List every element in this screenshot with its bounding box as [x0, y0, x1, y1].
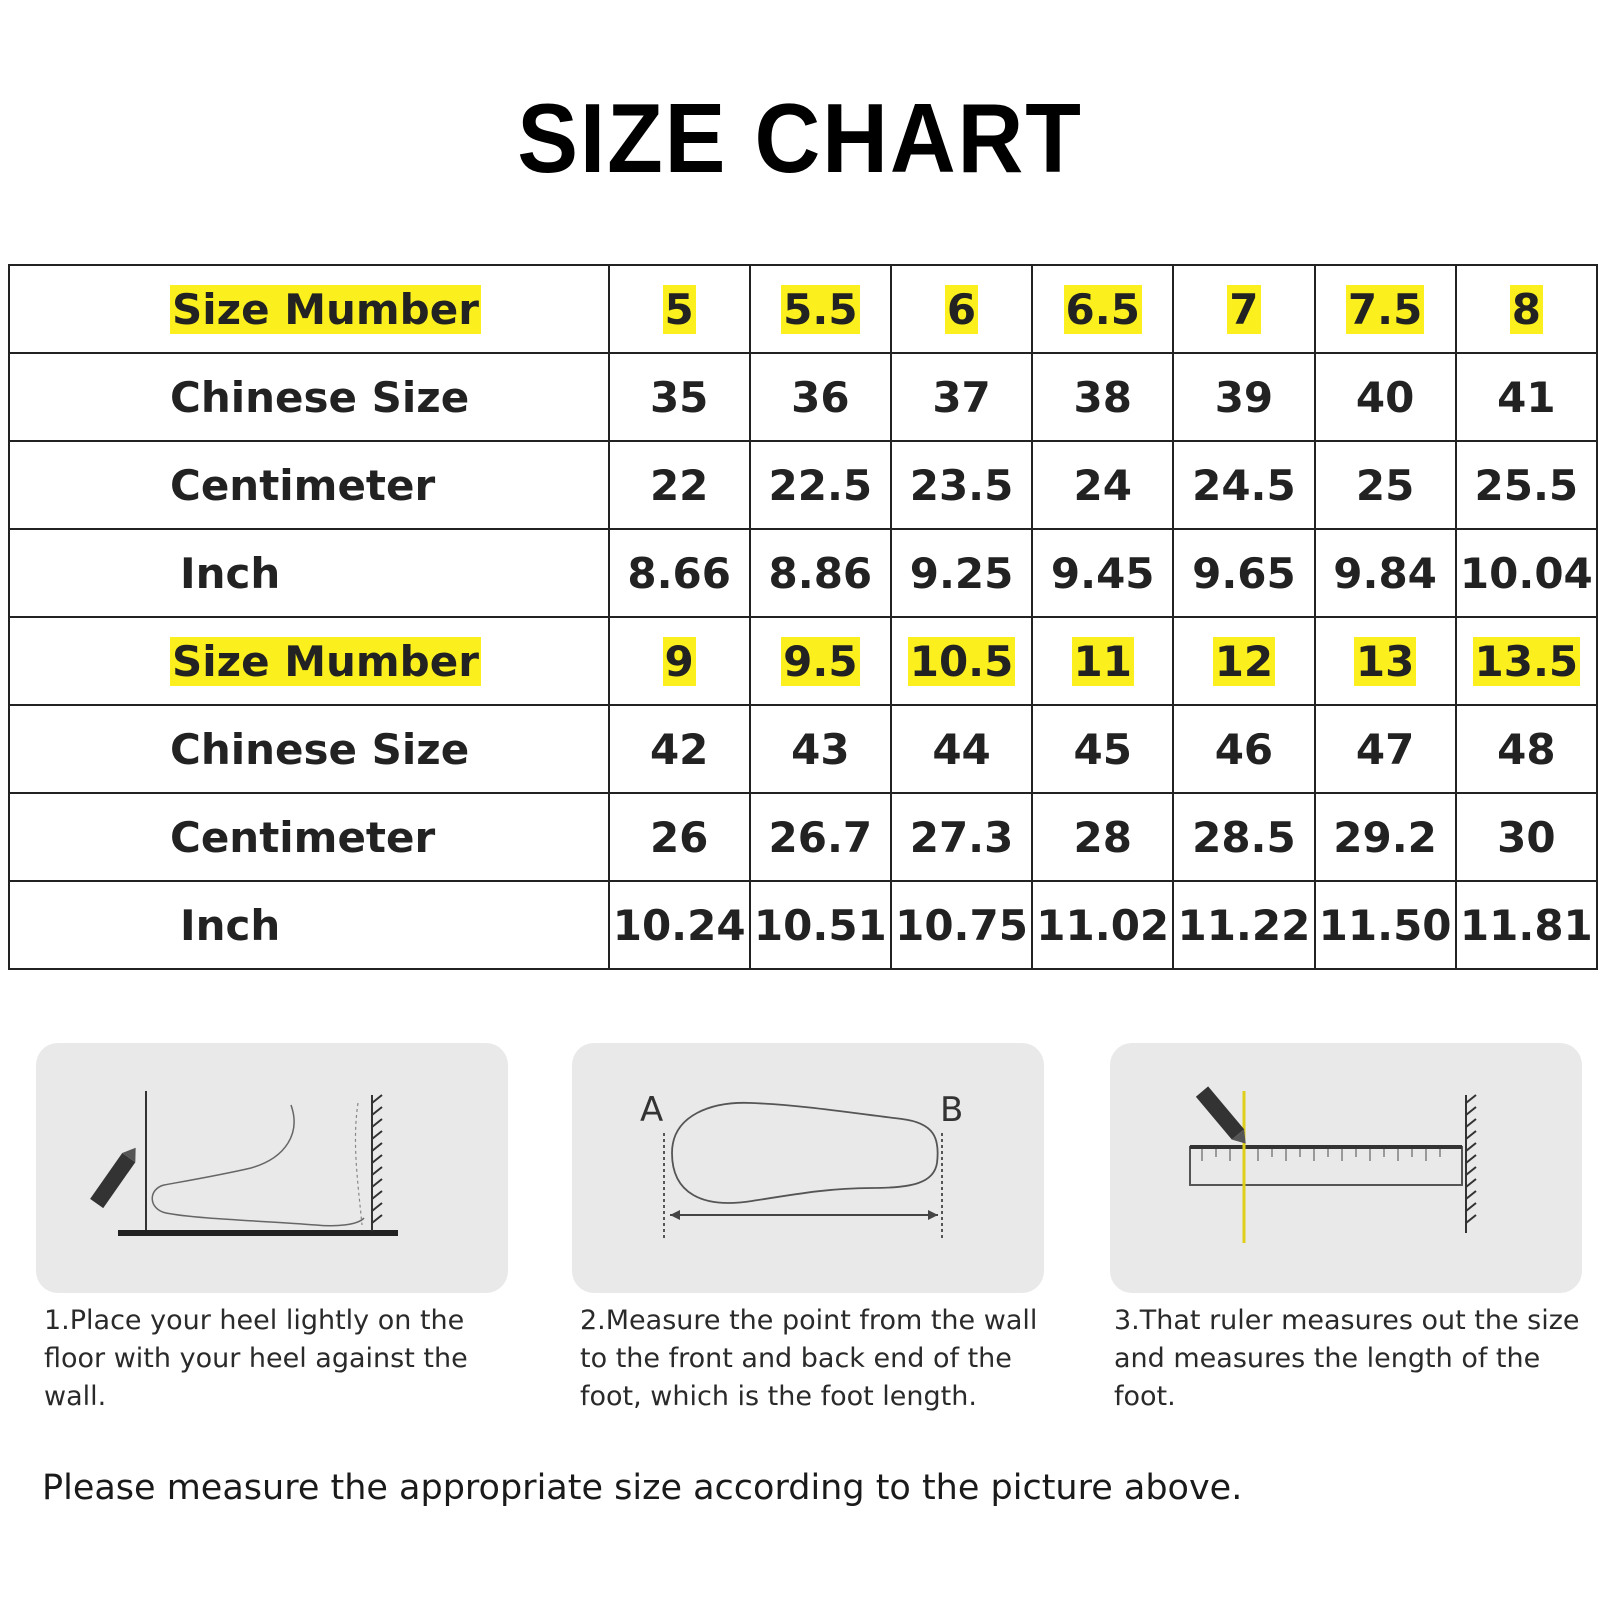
step-1-illustration	[36, 1043, 508, 1293]
table-cell	[609, 881, 750, 969]
point-b-label: B	[940, 1090, 964, 1130]
cell-value: 24.5	[1192, 460, 1296, 510]
table-cell	[1173, 793, 1314, 881]
table-cell	[609, 617, 750, 705]
row-label-text: Size Mumber	[172, 284, 479, 334]
table-cell	[1456, 265, 1597, 353]
cell-value: 27.3	[909, 812, 1014, 862]
cell-value: 13.5	[1474, 636, 1579, 686]
cell-value: 12	[1214, 636, 1274, 686]
cell-value: 5.5	[783, 284, 858, 334]
cell-value: 30	[1497, 812, 1556, 862]
table-cell	[1173, 529, 1314, 617]
cell-value: 43	[791, 724, 850, 774]
page-title: SIZE CHART	[517, 83, 1083, 193]
table-row	[9, 793, 1597, 881]
table-cell	[750, 617, 891, 705]
table-cell	[750, 265, 891, 353]
step-2-caption: 2.Measure the point from the wall to the front and back end of the foot, which is the foot length.	[580, 1305, 1038, 1412]
table-cell	[1315, 617, 1456, 705]
cell-value: 35	[649, 372, 709, 422]
step-2-illustration	[572, 1043, 1044, 1293]
table-cell	[1315, 705, 1456, 793]
table-cell	[1032, 265, 1173, 353]
table-cell	[1173, 441, 1314, 529]
table-cell	[891, 353, 1032, 441]
table-row	[9, 353, 1597, 441]
cell-value: 9.45	[1050, 548, 1155, 598]
cell-value: 47	[1355, 724, 1415, 774]
cell-value: 46	[1214, 724, 1274, 774]
row-label	[9, 353, 609, 441]
row-label-text: Chinese Size	[170, 724, 470, 774]
cell-value: 25.5	[1474, 460, 1579, 510]
cell-value: 9	[664, 636, 694, 686]
table-cell	[1456, 793, 1597, 881]
table-cell	[1173, 353, 1314, 441]
row-label	[9, 529, 609, 617]
row-label	[9, 793, 609, 881]
table-cell	[609, 441, 750, 529]
table-cell	[1315, 265, 1456, 353]
cell-value: 44	[932, 724, 991, 774]
table-row	[9, 705, 1597, 793]
table-cell	[750, 441, 891, 529]
table-cell	[1032, 881, 1173, 969]
cell-value: 11.81	[1459, 900, 1593, 950]
cell-value: 48	[1497, 724, 1556, 774]
cell-value: 24	[1073, 460, 1132, 510]
cell-value: 5	[664, 284, 694, 334]
row-label	[9, 617, 609, 705]
table-cell	[891, 265, 1032, 353]
table-cell	[1032, 353, 1173, 441]
cell-value: 42	[649, 724, 709, 774]
cell-value: 10.51	[753, 900, 887, 950]
cell-value: 29.2	[1333, 812, 1437, 862]
table-cell	[750, 705, 891, 793]
cell-value: 6	[946, 284, 977, 334]
table-cell	[609, 529, 750, 617]
cell-value: 11.50	[1318, 900, 1452, 950]
cell-value: 11.02	[1036, 900, 1170, 950]
table-cell	[1032, 793, 1173, 881]
cell-value: 22	[649, 460, 709, 510]
row-label-text: Inch	[180, 900, 281, 950]
cell-value: 10.04	[1459, 548, 1593, 598]
cell-value: 10.75	[895, 900, 1028, 950]
row-label-text: Centimeter	[170, 812, 436, 862]
table-cell	[1456, 353, 1597, 441]
cell-value: 9.65	[1192, 548, 1296, 598]
table-cell	[891, 617, 1032, 705]
row-label-text: Inch	[180, 548, 281, 598]
table-cell	[609, 705, 750, 793]
cell-value: 10.5	[909, 636, 1014, 686]
table-cell	[1173, 705, 1314, 793]
table-cell	[1456, 529, 1597, 617]
cell-value: 6.5	[1065, 284, 1140, 334]
table-row	[9, 617, 1597, 705]
table-cell	[1456, 705, 1597, 793]
cell-value: 26.7	[768, 812, 873, 862]
table-cell	[891, 441, 1032, 529]
cell-value: 8	[1511, 284, 1541, 334]
cell-value: 8.66	[627, 548, 731, 598]
step-1-caption: 1.Place your heel lightly on the floor with your heel against the wall.	[44, 1305, 468, 1412]
cell-value: 37	[932, 372, 991, 422]
cell-value: 13	[1355, 636, 1415, 686]
table-row	[9, 441, 1597, 529]
cell-value: 28.5	[1192, 812, 1296, 862]
cell-value: 38	[1073, 372, 1132, 422]
table-cell	[1173, 617, 1314, 705]
table-cell	[750, 881, 891, 969]
cell-value: 7.5	[1347, 284, 1423, 334]
table-cell	[1173, 265, 1314, 353]
table-cell	[750, 353, 891, 441]
row-label	[9, 705, 609, 793]
table-cell	[1315, 529, 1456, 617]
table-cell	[1173, 881, 1314, 969]
row-label-text: Size Mumber	[172, 636, 479, 686]
cell-value: 28	[1073, 812, 1132, 862]
table-cell	[609, 265, 750, 353]
size-chart-table	[8, 264, 1598, 970]
cell-value: 11.22	[1177, 900, 1311, 950]
row-label	[9, 441, 609, 529]
table-cell	[609, 353, 750, 441]
table-cell	[891, 881, 1032, 969]
row-label	[9, 881, 609, 969]
cell-value: 8.86	[768, 548, 873, 598]
cell-value: 22.5	[768, 460, 873, 510]
cell-value: 9.25	[909, 548, 1014, 598]
table-row	[9, 265, 1597, 353]
table-cell	[1456, 441, 1597, 529]
ruler-measurement-icon	[1110, 1043, 1582, 1293]
point-a-label: A	[640, 1090, 664, 1130]
table-cell	[1032, 529, 1173, 617]
pencil-foot-wall-icon	[36, 1043, 508, 1293]
table-cell	[891, 529, 1032, 617]
cell-value: 11	[1073, 636, 1132, 686]
table-cell	[1315, 793, 1456, 881]
cell-value: 23.5	[909, 460, 1014, 510]
table-cell	[1032, 617, 1173, 705]
cell-value: 45	[1073, 724, 1132, 774]
table-cell	[1315, 353, 1456, 441]
cell-value: 9.84	[1333, 548, 1437, 598]
table-cell	[891, 705, 1032, 793]
step-3-illustration	[1110, 1043, 1582, 1293]
cell-value: 41	[1497, 372, 1556, 422]
table-cell	[1456, 617, 1597, 705]
row-label-text: Chinese Size	[170, 372, 470, 422]
table-row	[9, 881, 1597, 969]
cell-value: 40	[1355, 372, 1415, 422]
table-cell	[891, 793, 1032, 881]
cell-value: 26	[649, 812, 709, 862]
cell-value: 25	[1355, 460, 1415, 510]
row-label-text: Centimeter	[170, 460, 436, 510]
cell-value: 36	[791, 372, 850, 422]
table-cell	[1032, 441, 1173, 529]
row-label	[9, 265, 609, 353]
table-cell	[1315, 441, 1456, 529]
cell-value: 7	[1229, 284, 1259, 334]
footer-instruction: Please measure the appropriate size according to the picture above.	[42, 1468, 1243, 1508]
cell-value: 39	[1214, 372, 1274, 422]
table-cell	[1315, 881, 1456, 969]
step-3-caption: 3.That ruler measures out the size and measures the length of the foot.	[1114, 1305, 1580, 1412]
cell-value: 9.5	[783, 636, 858, 686]
table-cell	[1032, 705, 1173, 793]
table-cell	[1456, 881, 1597, 969]
table-cell	[609, 793, 750, 881]
table-row	[9, 529, 1597, 617]
table-cell	[750, 529, 891, 617]
table-cell	[750, 793, 891, 881]
cell-value: 10.24	[612, 900, 746, 950]
foot-outline-icon	[572, 1043, 1044, 1293]
